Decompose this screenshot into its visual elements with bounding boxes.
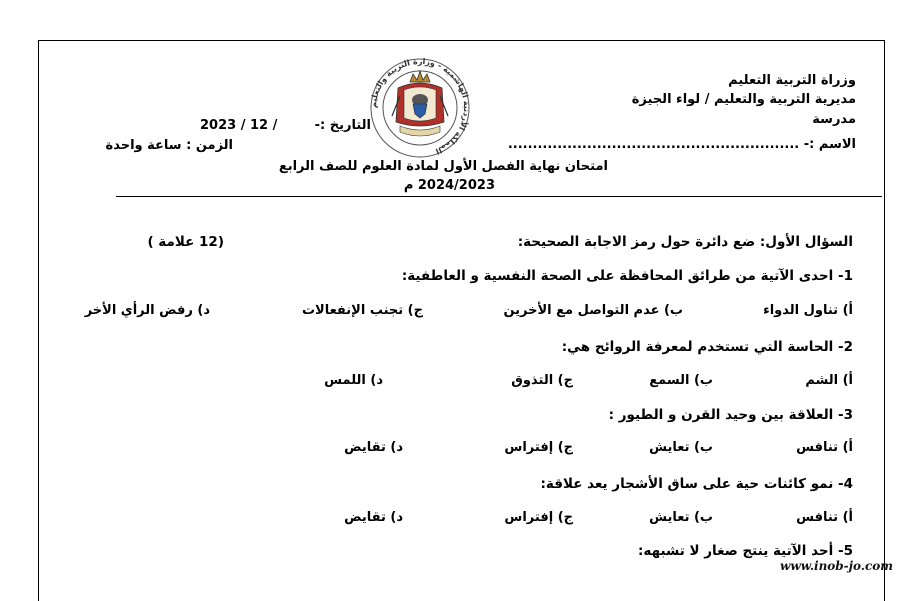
q1-option-b: ب) عدم التواصل مع الأخرين	[503, 303, 683, 318]
q3-option-d: د) تقايض	[344, 440, 403, 455]
student-name-field: الاسم :- ...........................................................	[507, 137, 856, 152]
header-divider	[116, 196, 882, 197]
question-4: 4- نمو كائنات حية على ساق الأشجار يعد علاقة:	[540, 476, 853, 492]
site-watermark: www.inob-jo.com	[780, 559, 893, 573]
school-label: مدرسة	[812, 112, 856, 127]
q3-option-b: ب) تعايش	[649, 440, 713, 455]
q1-option-d: د) رفض الرأي الأخر	[84, 303, 210, 318]
q2-option-d: د) اللمس	[324, 373, 383, 388]
question-3: 3- العلاقة بين وحيد القرن و الطيور :	[608, 407, 853, 423]
q4-option-a: أ) تنافس	[796, 510, 853, 525]
svg-text:المملكة الأردنية الهاشمية - وز: المملكة الأردنية الهاشمية - وزارة التربية والتعليم	[368, 56, 472, 156]
q2-option-a: أ) الشم	[805, 373, 853, 388]
directorate-name: مديرية التربية والتعليم / لواء الجيزة	[631, 92, 856, 107]
exam-title: امتحان نهاية الفصل الأول لمادة العلوم للصف الرابع	[278, 159, 608, 174]
question-5: 5- أحد الآتية ينتج صغار لا تشبهه:	[637, 543, 853, 559]
question-2: 2- الحاسة التي تستخدم لمعرفة الروائح هي:	[561, 339, 853, 355]
exam-date-value: 2023 / 12 /	[200, 118, 278, 133]
academic-year: 2024/2023 م	[403, 178, 495, 193]
q2-option-c: ج) التذوق	[511, 373, 573, 388]
q1-option-a: أ) تناول الدواء	[763, 303, 853, 318]
question-1: 1- احدى الآتية من طرائق المحافظة على الصحة النفسية و العاطفية:	[401, 268, 853, 284]
q4-option-b: ب) تعايش	[649, 510, 713, 525]
exam-date-label: التاريخ :-	[314, 118, 371, 133]
q1-option-c: ج) تجنب الإنفعالات	[301, 303, 423, 318]
jordan-emblem-logo	[368, 56, 472, 160]
q4-option-d: د) تقايض	[344, 510, 403, 525]
q3-option-a: أ) تنافس	[796, 440, 853, 455]
exam-duration: الزمن : ساعة واحدة	[105, 138, 233, 153]
q4-option-c: ج) إفتراس	[504, 510, 573, 525]
q3-option-c: ج) إفتراس	[504, 440, 573, 455]
section-marks: (12 علامة )	[147, 234, 224, 250]
q2-option-b: ب) السمع	[649, 373, 713, 388]
ministry-name: وزراة التربية التعليم	[728, 73, 856, 88]
section-title: السؤال الأول: ضع دائرة حول رمز الاجابة الصحيحة:	[517, 234, 853, 250]
